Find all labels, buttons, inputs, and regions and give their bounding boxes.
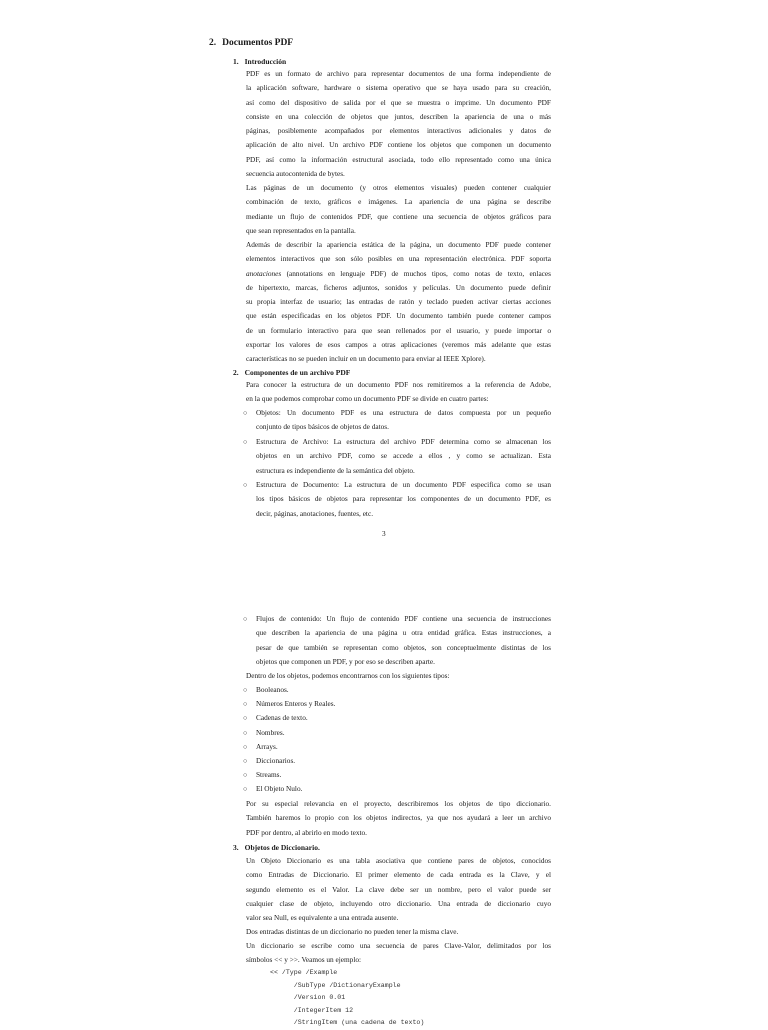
list-item bbox=[243, 754, 551, 768]
text-line: su propia interfaz de usuario; las entradas de ratón y teclado pueden activar ciertas acciones bbox=[246, 297, 551, 307]
text-line: segundo elemento es el Valor. La clave debe ser un nombre, pero el valor puede ser bbox=[246, 884, 551, 894]
code-line: /Version 0.01 bbox=[270, 994, 346, 1001]
text-line: que describen la apariencia de una página u otra entidad gráfica. Estas instrucciones, a bbox=[256, 628, 551, 638]
text-line: pesar de que también se representan como objetos, son conceptuelmente distintas de los bbox=[256, 642, 551, 652]
text-line: objetos que componen un PDF, y por eso se describen aparte. bbox=[256, 656, 435, 666]
text-line: mediante un flujo de contenidos PDF, que contiene una secuencia de objetos gráficos para bbox=[246, 211, 551, 221]
italic-term: anotaciones bbox=[246, 268, 282, 278]
code-example bbox=[270, 967, 424, 1030]
list-item bbox=[243, 768, 551, 782]
list-item bbox=[243, 478, 551, 521]
text-line: PDF, así como la información estructural asociada, todo ello representado como una única bbox=[246, 154, 551, 164]
subsection-heading-components bbox=[233, 368, 350, 377]
list-item bbox=[243, 740, 551, 754]
bullet-circle-icon: ○ bbox=[243, 686, 248, 694]
bullet-circle-icon: ○ bbox=[243, 481, 248, 489]
code-line: /SubType /DictionaryExample bbox=[270, 981, 401, 989]
dictionary-paragraph-3 bbox=[246, 939, 551, 968]
subsection-title: Componentes de un archivo PDF bbox=[244, 368, 351, 377]
text-line: Booleanos. bbox=[256, 685, 289, 694]
subsection-heading-dictionary bbox=[233, 843, 320, 852]
bullet-circle-icon: ○ bbox=[243, 714, 248, 722]
text-line: elementos interactivos que son sólo posibles en una representación electrónica. PDF soporta bbox=[246, 254, 551, 264]
text-fragment: (annotations en lenguaje PDF) de muchos tipos, como notas de texto, enlaces bbox=[281, 268, 551, 278]
subsection-number: 3. bbox=[233, 843, 239, 852]
text-line: de un formulario interactivo para que sean rellenados por el usuario, y puede importar o bbox=[246, 325, 551, 335]
bullet-circle-icon: ○ bbox=[243, 785, 248, 793]
text-line: los tipos básicos de objetos para representar los componentes de un documento PDF, es bbox=[256, 494, 551, 504]
text-line: Un Objeto Diccionario es una tabla asociativa que contiene pares de objetos, conocidos bbox=[246, 856, 551, 865]
bullet-circle-icon: ○ bbox=[243, 771, 248, 779]
text-line: páginas, posiblemente acompañados por elementos interactivos adicionales y datos de bbox=[246, 126, 551, 136]
text-line: objetos en un archivo PDF, como se accede a ellos , y como se actualizan. Esta bbox=[256, 451, 551, 461]
intro-paragraph-3 bbox=[246, 238, 551, 367]
list-item bbox=[243, 782, 551, 796]
text-line: que sean representados en la pantalla. bbox=[246, 225, 356, 235]
components-intro bbox=[246, 378, 551, 407]
text-line: en la que podemos comprobar como un documento PDF se divide en cuatro partes: bbox=[246, 394, 489, 404]
subsection-heading-intro bbox=[233, 57, 286, 66]
text-line: secuencia autocontenida de bytes. bbox=[246, 169, 345, 179]
bullet-circle-icon: ○ bbox=[243, 615, 248, 623]
subsection-title: Objetos de Diccionario. bbox=[244, 843, 320, 852]
text-line: estructura es independiente de la semántica del objeto. bbox=[256, 465, 415, 475]
bullet-circle-icon: ○ bbox=[243, 757, 248, 765]
subsection-title: Introducción bbox=[244, 57, 287, 66]
text-line: la aplicación software, hardware o sistema operativo que se haya usado para su creación, bbox=[246, 83, 551, 93]
bullet-circle-icon: ○ bbox=[243, 729, 248, 737]
intro-paragraph-2 bbox=[246, 181, 551, 238]
section-number: 2. bbox=[209, 38, 217, 48]
text-line: exportar los valores de esos campos a otras aplicaciones (veremos más adelante que estas bbox=[246, 340, 551, 350]
section-heading bbox=[209, 38, 293, 48]
list-item bbox=[243, 435, 551, 478]
list-item bbox=[243, 726, 551, 740]
text-line: consiste en una colección de objetos que juntos, describen la apariencia de una o más bbox=[246, 111, 551, 121]
types-intro bbox=[246, 669, 551, 683]
text-line: decir, páginas, anotaciones, fuentes, etc. bbox=[256, 508, 374, 518]
list-item bbox=[243, 406, 551, 435]
code-line: /IntegerItem 12 bbox=[270, 1006, 354, 1014]
code-line: << /Type /Example bbox=[270, 969, 338, 976]
bullet-circle-icon: ○ bbox=[243, 743, 248, 751]
text-line: También haremos lo propio con los objetos indirectos, ya que nos ayudará a leer un archivo bbox=[246, 813, 551, 823]
dictionary-paragraph-2 bbox=[246, 925, 551, 939]
text-line: así como del dispositivo de salida por el que se muestra o imprime. Un documento PDF bbox=[246, 97, 551, 107]
text-line: símbolos << y >>. Veamos un ejemplo: bbox=[246, 955, 362, 965]
text-line: El Objeto Nulo. bbox=[256, 784, 303, 793]
subsection-number: 2. bbox=[233, 368, 239, 377]
text-line: Dentro de los objetos, podemos encontrarnos con los siguientes tipos: bbox=[246, 671, 450, 680]
text-line: Streams. bbox=[256, 770, 282, 779]
text-line: Además de describir la apariencia estática de la página, un documento PDF puede contener bbox=[246, 240, 551, 249]
text-line: Flujos de contenido: Un flujo de contenido PDF contiene una secuencia de instrucciones bbox=[256, 614, 551, 623]
intro-paragraph-1 bbox=[246, 67, 551, 181]
list-item bbox=[243, 697, 551, 711]
text-line: Estructura de Documento: La estructura de un documento PDF especifica como se usan bbox=[256, 480, 551, 489]
text-line bbox=[246, 267, 551, 281]
text-line: de hipertexto, marcas, ficheros adjuntos, sonidos y películas. Un documento puede definir bbox=[246, 282, 551, 292]
bullet-circle-icon: ○ bbox=[243, 409, 248, 417]
text-line: Objetos: Un documento PDF es una estructura de datos compuesta por un pequeño bbox=[256, 408, 551, 417]
list-item bbox=[243, 612, 551, 669]
text-line: Diccionarios. bbox=[256, 756, 296, 765]
text-line: Dos entradas distintas de un diccionario no pueden tener la misma clave. bbox=[246, 927, 459, 936]
code-line: /StringItem (una cadena de texto) bbox=[270, 1019, 425, 1026]
text-line: Cadenas de texto. bbox=[256, 713, 308, 722]
text-line: PDF es un formato de archivo para representar documentos de una forma independiente de bbox=[246, 69, 551, 78]
text-line: cualquier clase de objeto, incluyendo otro diccionario. Una entrada de diccionario cuyo bbox=[246, 898, 551, 908]
text-line: Nombres. bbox=[256, 728, 285, 737]
list-item bbox=[243, 683, 551, 697]
text-line: valor sea Null, es equivalente a una entrada ausente. bbox=[246, 913, 399, 923]
text-line: Las páginas de un documento (y otros elementos visuales) pueden contener cualquier bbox=[246, 183, 551, 192]
text-line: conjunto de tipos básicos de objetos de datos. bbox=[256, 422, 389, 432]
subsection-number: 1. bbox=[233, 57, 239, 66]
text-line: PDF por dentro, al abrirlo en modo texto. bbox=[246, 827, 367, 837]
page-number: 3 bbox=[382, 529, 386, 538]
text-line: características no se pueden incluir en un documento para enviar al IEEE Xplore). bbox=[246, 354, 486, 364]
relevance-paragraph bbox=[246, 797, 551, 840]
bullet-circle-icon: ○ bbox=[243, 438, 248, 446]
section-title: Documentos PDF bbox=[222, 38, 294, 48]
text-line: Para conocer la estructura de un documento PDF nos remitiremos a la referencia de Adobe, bbox=[246, 380, 551, 389]
list-item bbox=[243, 711, 551, 725]
text-line: Números Enteros y Reales. bbox=[256, 699, 336, 708]
text-line: aplicación de alto nivel. Un archivo PDF contiene los objetos que componen un documento bbox=[246, 140, 551, 150]
text-line: que están especificadas en los objetos PDF. Un documento también puede contener campos bbox=[246, 311, 551, 321]
text-line: combinación de texto, gráficos e imágenes. La apariencia de una página se describe bbox=[246, 197, 551, 207]
bullet-circle-icon: ○ bbox=[243, 700, 248, 708]
text-line: Por su especial relevancia en el proyecto, describiremos los objetos de tipo diccionario. bbox=[246, 799, 551, 808]
text-line: Estructura de Archivo: La estructura del archivo PDF determina como se almacenan los bbox=[256, 437, 551, 446]
text-line: Un diccionario se escribe como una secuencia de pares Clave-Valor, delimitados por los bbox=[246, 941, 551, 950]
dictionary-paragraph-1 bbox=[246, 854, 551, 925]
text-line: como Entradas de Diccionario. El primer elemento de cada entrada es la Clave, y el bbox=[246, 870, 551, 880]
text-line: Arrays. bbox=[256, 742, 278, 751]
